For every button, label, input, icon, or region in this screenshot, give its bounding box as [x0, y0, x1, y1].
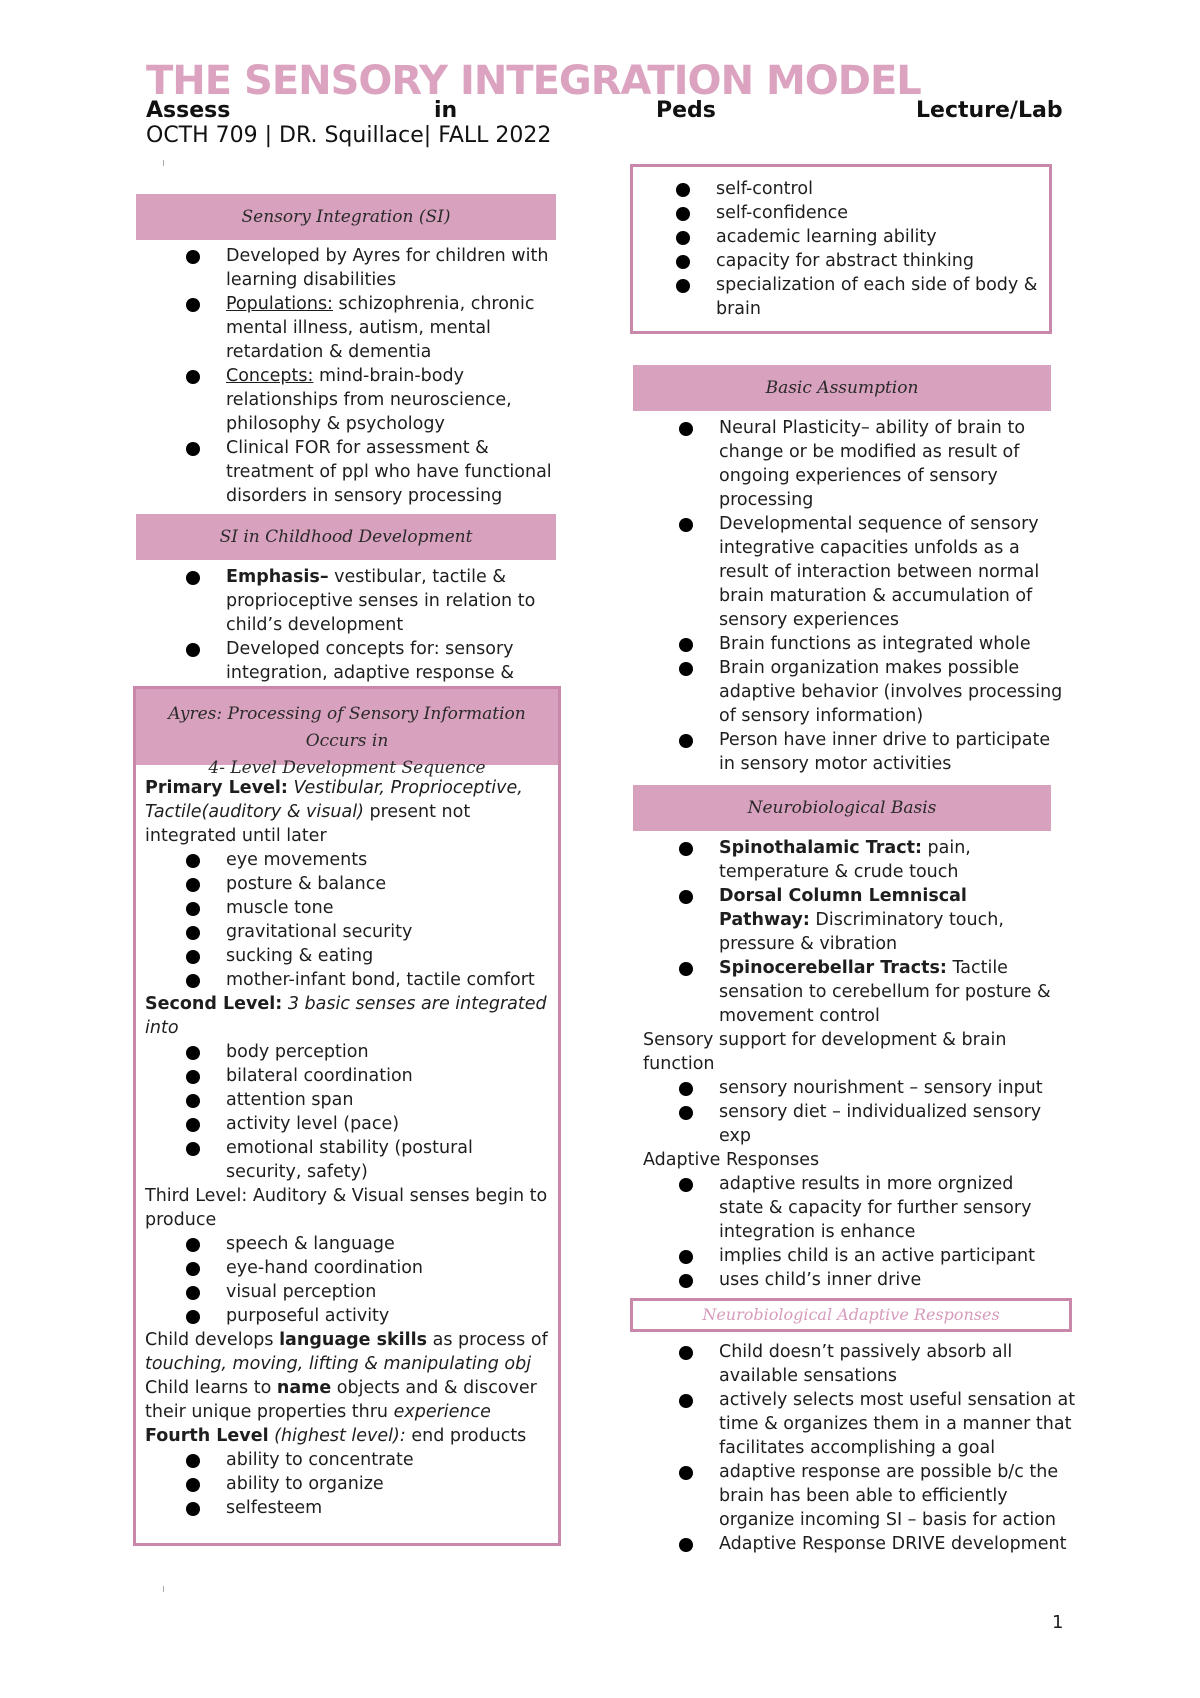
column-marker: [163, 160, 164, 166]
list-item: capacity for abstract thinking: [676, 249, 1042, 273]
list-item: Developmental sequence of sensory integrative capacities unfolds as a result of interaction between normal brain maturation & accumulation of sensory experiences: [679, 512, 1069, 632]
section-header-neuro: Neurobiological Basis: [633, 785, 1051, 831]
second-list: [186, 1040, 553, 1184]
language-skills: Child develops language skills as process of touching, moving, lifting & manipulating obj: [145, 1330, 548, 1374]
section-header-basic: Basic Assumption: [633, 365, 1051, 411]
primary-list: [186, 848, 553, 992]
sensory-support: Sensory support for development & brain function: [643, 1030, 1007, 1074]
list-item: uses child’s inner drive: [679, 1268, 1063, 1292]
subtitle-lecture: Lecture/Lab: [916, 98, 1063, 123]
list-item: adaptive response are possible b/c the brain has been able to efficiently organize incoming SI – basis for action: [679, 1460, 1079, 1532]
third-list: [186, 1232, 553, 1328]
column-marker: [163, 1586, 164, 1592]
list-item: sensory diet – individualized sensory exp: [679, 1100, 1063, 1148]
ayres-content: [145, 776, 553, 1520]
list-item: mother-infant bond, tactile comfort: [186, 968, 553, 992]
list-item: sensory nourishment – sensory input: [679, 1076, 1063, 1100]
continuation-list: [676, 177, 1042, 321]
list-item: muscle tone: [186, 896, 553, 920]
subtitle-peds: Peds: [656, 98, 716, 123]
course-info: OCTH 709 | DR. Squillace| FALL 2022: [146, 123, 552, 148]
list-item: Spinothalamic Tract: pain, temperature & crude touch: [679, 836, 1063, 884]
section-header-nar: Neurobiological Adaptive Responses: [630, 1298, 1072, 1332]
list-item: adaptive results in more orgnized state & capacity for further sensory integration is enhance: [679, 1172, 1063, 1244]
support-list: [679, 1076, 1063, 1148]
nar-list: [679, 1340, 1079, 1556]
list-item: eye movements: [186, 848, 553, 872]
list-item: Developed by Ayres for children with learning disabilities: [186, 244, 556, 292]
list-item: Brain organization makes possible adaptive behavior (involves processing of sensory information): [679, 656, 1069, 728]
adaptive-responses: Adaptive Responses: [643, 1150, 820, 1170]
list-item: Dorsal Column Lemniscal Pathway: Discriminatory touch, pressure & vibration: [679, 884, 1063, 956]
list-item: body perception: [186, 1040, 553, 1064]
list-item: Concepts: mind-brain-body relationships from neuroscience, philosophy & psychology: [186, 364, 556, 436]
list-item: gravitational security: [186, 920, 553, 944]
section-header-ayres: Ayres: Processing of Sensory Information Occurs in 4- Level Development Sequence: [136, 689, 558, 765]
list-item: ability to organize: [186, 1472, 553, 1496]
list-item: purposeful activity: [186, 1304, 553, 1328]
second-level: Second Level: 3 basic senses are integrated into: [145, 994, 547, 1038]
basic-list: [679, 416, 1069, 776]
subtitle-in: in: [434, 98, 458, 123]
neuro-content: [643, 836, 1063, 1292]
list-item: selfesteem: [186, 1496, 553, 1520]
list-item: Emphasis– vestibular, tactile & proprioceptive senses in relation to child’s development: [186, 565, 566, 637]
adaptive-list: [679, 1172, 1063, 1292]
list-item: Populations: schizophrenia, chronic mental illness, autism, mental retardation & dementia: [186, 292, 556, 364]
list-item: specialization of each side of body & brain: [676, 273, 1042, 321]
list-item: bilateral coordination: [186, 1064, 553, 1088]
page-number: 1: [1052, 1612, 1064, 1633]
primary-level: Primary Level: Vestibular, Proprioceptive, Tactile(auditory & visual) present not integrated until later: [145, 778, 523, 846]
list-item: visual perception: [186, 1280, 553, 1304]
list-item: actively selects most useful sensation at time & organizes them in a manner that facilitates accomplishing a goal: [679, 1388, 1079, 1460]
list-item: academic learning ability: [676, 225, 1042, 249]
section-header-childhood: SI in Childhood Development: [136, 514, 556, 560]
section-header-si: Sensory Integration (SI): [136, 194, 556, 240]
list-item: self-confidence: [676, 201, 1042, 225]
list-item: eye-hand coordination: [186, 1256, 553, 1280]
list-item: sucking & eating: [186, 944, 553, 968]
list-item: Neural Plasticity– ability of brain to change or be modified as result of ongoing experiences of sensory processing: [679, 416, 1069, 512]
list-item: emotional stability (postural security, safety): [186, 1136, 553, 1184]
name-objects: Child learns to name objects and & discover their unique properties thru experience: [145, 1378, 537, 1422]
page-title: THE SENSORY INTEGRATION MODEL: [146, 58, 921, 104]
list-item: implies child is an active participant: [679, 1244, 1063, 1268]
list-item: posture & balance: [186, 872, 553, 896]
list-item: self-control: [676, 177, 1042, 201]
list-item: Brain functions as integrated whole: [679, 632, 1069, 656]
list-item: Adaptive Response DRIVE development: [679, 1532, 1079, 1556]
list-item: Clinical FOR for assessment & treatment of ppl who have functional disorders in sensory processing: [186, 436, 556, 508]
neuro-tracts-list: [679, 836, 1063, 1028]
fourth-list: [186, 1448, 553, 1520]
list-item: attention span: [186, 1088, 553, 1112]
si-list: [186, 244, 556, 508]
fourth-level: Fourth Level (highest level): end products: [145, 1426, 527, 1446]
subtitle-assess: Assess: [146, 98, 231, 123]
list-item: Developed concepts for: sensory integration, adaptive response &: [186, 637, 566, 709]
list-item: Person have inner drive to participate in sensory motor activities: [679, 728, 1069, 776]
list-item: speech & language: [186, 1232, 553, 1256]
third-level: Third Level: Auditory & Visual senses begin to produce: [145, 1186, 548, 1230]
list-item: ability to concentrate: [186, 1448, 553, 1472]
list-item: Child doesn’t passively absorb all available sensations: [679, 1340, 1079, 1388]
list-item: Spinocerebellar Tracts: Tactile sensation to cerebellum for posture & movement control: [679, 956, 1063, 1028]
list-item: activity level (pace): [186, 1112, 553, 1136]
